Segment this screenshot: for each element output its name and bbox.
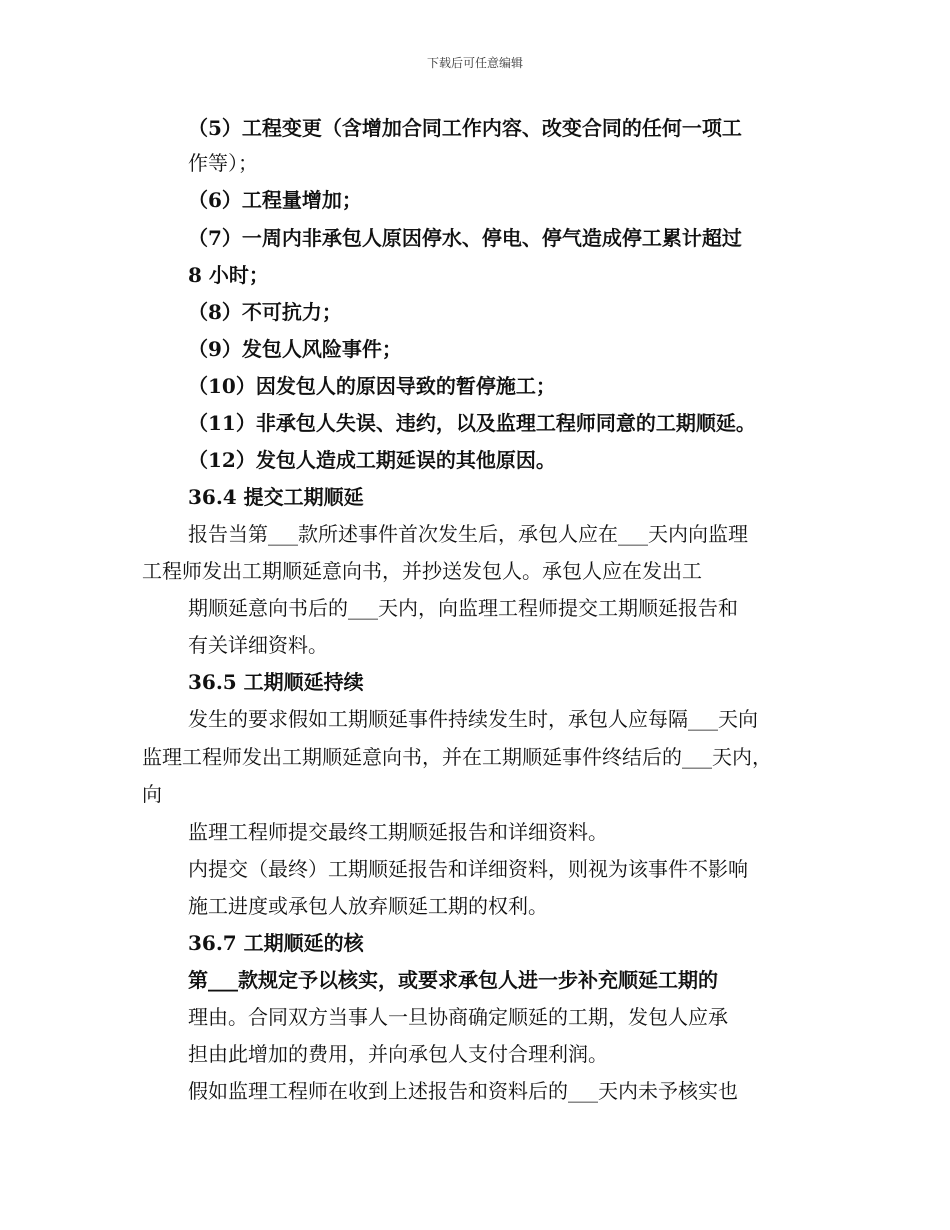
paragraph-line: 担由此增加的费用，并向承包人支付合理利润。 <box>188 1042 608 1066</box>
paragraph-line: 施工进度或承包人放弃顺延工期的权利。 <box>188 894 548 918</box>
list-item-5: （5）工程变更（含增加合同工作内容、改变合同的任何一项工 <box>188 116 742 140</box>
paragraph-line: 工程师发出工期顺延意向书，并抄送发包人。承包人应在发出工 <box>142 559 702 583</box>
page-header: 下载后可任意编辑 <box>426 56 523 70</box>
list-item-7: （7）一周内非承包人原因停水、停电、停气造成停工累计超过 <box>188 226 742 250</box>
list-item-9: （9）发包人风险事件； <box>188 337 402 361</box>
paragraph-line: 监理工程师发出工期顺延意向书，并在工期顺延事件终结后的___天内， <box>142 745 772 769</box>
list-item-11: （11）非承包人失误、违约，以及监理工程师同意的工期顺延。 <box>188 411 756 435</box>
list-item-8: （8）不可抗力； <box>188 300 342 324</box>
paragraph-line: 向 <box>142 782 162 806</box>
paragraph-line: 假如监理工程师在收到上述报告和资料后的___天内未予核实也 <box>188 1079 738 1103</box>
list-item-6: （6）工程量增加； <box>188 188 362 212</box>
paragraph-line: 期顺延意向书后的___天内，向监理工程师提交工期顺延报告和 <box>188 596 738 620</box>
section-heading-36-4: 36.4 提交工期顺延 <box>188 485 364 509</box>
paragraph-line: 内提交（最终）工期顺延报告和详细资料，则视为该事件不影响 <box>188 857 748 881</box>
section-heading-36-5: 36.5 工期顺延持续 <box>188 670 364 694</box>
paragraph-line: 发生的要求假如工期顺延事件持续发生时，承包人应每隔___天向 <box>188 707 758 731</box>
paragraph-line: 理由。合同双方当事人一旦协商确定顺延的工期，发包人应承 <box>188 1005 728 1029</box>
list-item-5-cont: 作等）； <box>188 151 258 175</box>
paragraph-line: 有关详细资料。 <box>188 633 328 657</box>
paragraph-line: 报告当第___款所述事件首次发生后，承包人应在___天内向监理 <box>188 522 748 546</box>
list-item-12: （12）发包人造成工期延误的其他原因。 <box>188 448 556 472</box>
paragraph-line: 监理工程师提交最终工期顺延报告和详细资料。 <box>188 820 608 844</box>
list-item-7-cont: 8 小时； <box>188 263 269 287</box>
section-heading-36-7: 36.7 工期顺延的核 <box>188 931 364 955</box>
list-item-10: （10）因发包人的原因导致的暂停施工； <box>188 374 556 398</box>
paragraph-line-bold: 第___款规定予以核实，或要求承包人进一步补充顺延工期的 <box>188 968 718 992</box>
